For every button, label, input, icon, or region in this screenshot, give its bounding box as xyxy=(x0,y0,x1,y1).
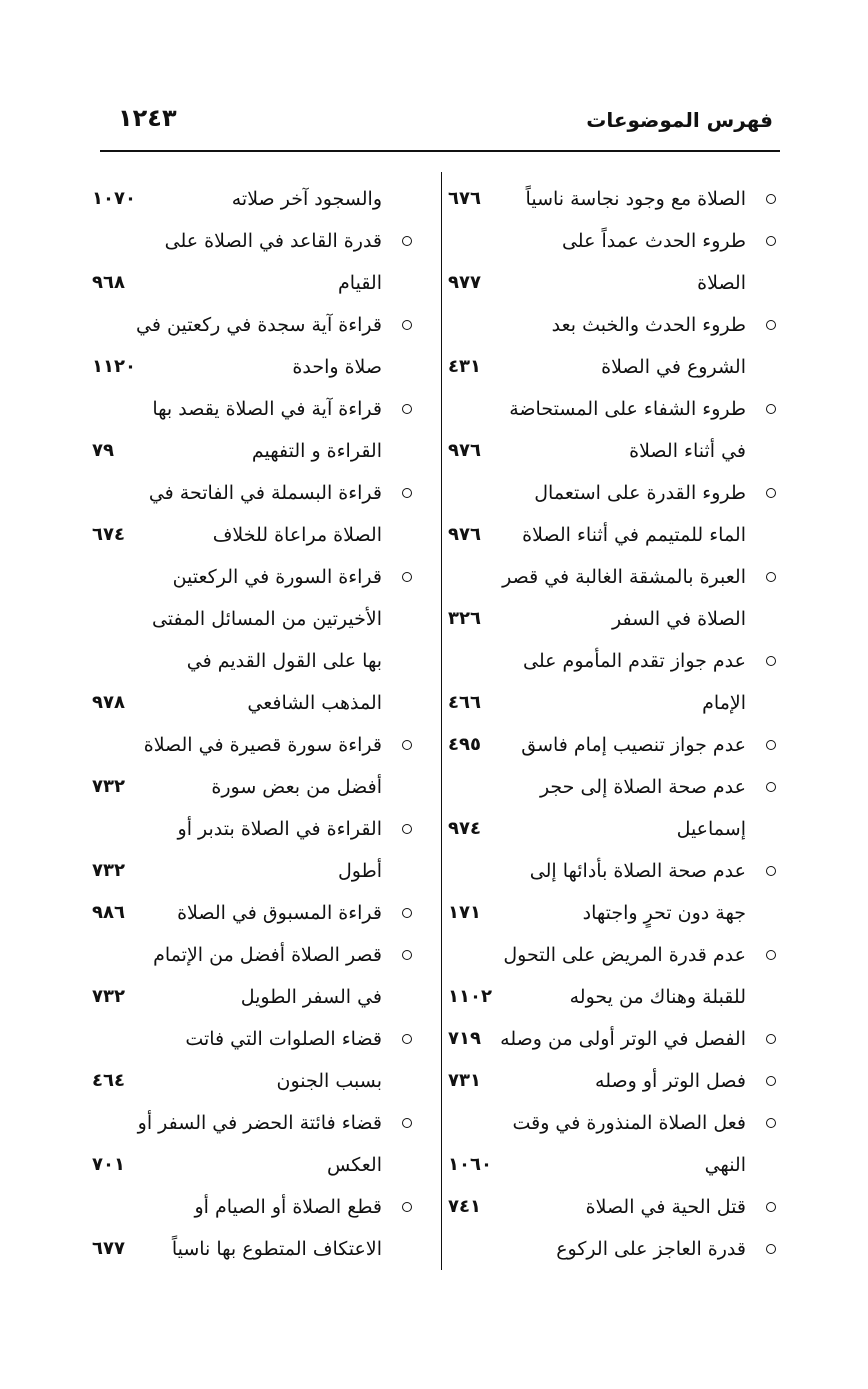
bullet-circle-icon xyxy=(766,488,776,498)
entry-text: الشروع في الصلاة xyxy=(601,356,746,378)
bullet-circle-icon xyxy=(766,950,776,960)
index-entry xyxy=(440,640,776,724)
entry-page-number: ٧٣٢ xyxy=(92,860,125,881)
entry-line xyxy=(440,892,776,934)
entry-text: الفصل في الوتر أولى من وصله xyxy=(500,1028,746,1050)
entry-text: قراءة السورة في الركعتين xyxy=(172,566,382,588)
entry-page-number: ٦٧٦ xyxy=(448,188,481,209)
index-entry xyxy=(92,556,412,724)
entry-line xyxy=(440,346,776,388)
entry-text: في أثناء الصلاة xyxy=(629,440,746,462)
index-entry xyxy=(440,934,776,1018)
entry-text: عدم جواز تنصيب إمام فاسق xyxy=(521,734,746,756)
entry-page-number: ٩٧٧ xyxy=(448,272,481,293)
entry-text: قراءة سورة قصيرة في الصلاة xyxy=(143,734,382,756)
index-entry xyxy=(440,472,776,556)
bullet-circle-icon xyxy=(402,824,412,834)
index-entry xyxy=(440,1186,776,1228)
entry-page-number: ٧٣٢ xyxy=(92,986,125,1007)
index-entry xyxy=(440,220,776,304)
entry-line xyxy=(92,262,412,304)
entry-text: الاعتكاف المتطوع بها ناسياً xyxy=(171,1238,382,1260)
entry-page-number: ٩٦٨ xyxy=(92,272,125,293)
index-entry xyxy=(92,304,412,388)
entry-text: صلاة واحدة xyxy=(292,356,382,378)
entry-text: قراءة آية سجدة في ركعتين في xyxy=(136,314,382,336)
bullet-circle-icon xyxy=(402,1034,412,1044)
index-entry xyxy=(440,724,776,766)
entry-page-number: ١٠٦٠ xyxy=(448,1154,492,1175)
bullet-circle-icon xyxy=(766,572,776,582)
entry-line xyxy=(92,808,412,850)
index-entry xyxy=(440,1102,776,1186)
index-entry xyxy=(92,934,412,1018)
entry-line xyxy=(92,1060,412,1102)
index-entry xyxy=(92,1102,412,1186)
entry-line xyxy=(440,1102,776,1144)
entry-line xyxy=(440,976,776,1018)
entry-line xyxy=(440,1144,776,1186)
index-entry xyxy=(440,1228,776,1270)
entry-line xyxy=(440,220,776,262)
bullet-circle-icon xyxy=(402,404,412,414)
entry-page-number: ٧١٩ xyxy=(448,1028,481,1049)
entry-line xyxy=(440,472,776,514)
entry-line xyxy=(92,1186,412,1228)
entry-line xyxy=(440,808,776,850)
bullet-circle-icon xyxy=(402,1118,412,1128)
bullet-circle-icon xyxy=(766,1034,776,1044)
bullet-circle-icon xyxy=(766,866,776,876)
entry-text: قتل الحية في الصلاة xyxy=(585,1196,746,1218)
entry-text: المذهب الشافعي xyxy=(247,692,382,714)
entry-text: النهي xyxy=(704,1154,746,1176)
entry-line xyxy=(92,346,412,388)
entry-page-number: ٧٣١ xyxy=(448,1070,481,1091)
entry-text: قراءة المسبوق في الصلاة xyxy=(177,902,382,924)
entry-text: الصلاة مع وجود نجاسة ناسياً xyxy=(525,188,746,210)
index-entry xyxy=(440,178,776,220)
entry-text: قضاء الصلوات التي فاتت xyxy=(185,1028,382,1050)
index-entry xyxy=(92,1186,412,1270)
index-entry xyxy=(92,808,412,892)
entry-line xyxy=(92,1018,412,1060)
entry-text: طروء القدرة على استعمال xyxy=(534,482,746,504)
entry-line xyxy=(92,514,412,556)
entry-page-number: ٩٧٤ xyxy=(448,818,481,839)
entry-line xyxy=(92,766,412,808)
entry-line xyxy=(440,262,776,304)
entry-text: عدم صحة الصلاة بأدائها إلى xyxy=(529,860,746,882)
entry-line xyxy=(92,976,412,1018)
index-entry xyxy=(440,556,776,640)
index-entry xyxy=(92,388,412,472)
entry-text: قضاء فائتة الحضر في السفر أو xyxy=(137,1112,382,1134)
entry-page-number: ١٧١ xyxy=(448,902,481,923)
entry-text: للقبلة وهناك من يحوله xyxy=(569,986,746,1008)
entry-page-number: ٤٩٥ xyxy=(448,734,481,755)
entry-text: عدم قدرة المريض على التحول xyxy=(503,944,746,966)
entry-page-number: ١٠٧٠ xyxy=(92,188,136,209)
entry-page-number: ٩٧٨ xyxy=(92,692,125,713)
index-entry xyxy=(92,178,412,220)
entry-line xyxy=(92,430,412,472)
bullet-circle-icon xyxy=(766,194,776,204)
entry-text: جهة دون تحرٍ واجتهاد xyxy=(582,902,746,924)
entry-text: أطول xyxy=(337,860,382,882)
bullet-circle-icon xyxy=(766,740,776,750)
entry-page-number: ٤٦٦ xyxy=(448,692,481,713)
entry-line xyxy=(440,388,776,430)
header-rule xyxy=(100,150,780,152)
bullet-circle-icon xyxy=(402,950,412,960)
entry-page-number: ٦٧٧ xyxy=(92,1238,125,1259)
entry-text: أفضل من بعض سورة xyxy=(211,776,382,798)
index-entry xyxy=(92,724,412,808)
bullet-circle-icon xyxy=(766,1076,776,1086)
entry-text: قدرة العاجز على الركوع xyxy=(556,1238,746,1260)
entry-page-number: ٦٧٤ xyxy=(92,524,125,545)
entry-line xyxy=(92,178,412,220)
bullet-circle-icon xyxy=(402,740,412,750)
entry-line xyxy=(92,1102,412,1144)
index-entry xyxy=(440,766,776,850)
index-entry xyxy=(440,304,776,388)
entry-line xyxy=(440,1018,776,1060)
entry-line xyxy=(440,1228,776,1270)
entry-line xyxy=(92,640,412,682)
entry-line xyxy=(440,1186,776,1228)
entry-page-number: ٧٤١ xyxy=(448,1196,481,1217)
entry-line xyxy=(440,430,776,472)
entry-page-number: ٩٨٦ xyxy=(92,902,125,923)
entry-text: القيام xyxy=(338,272,382,294)
entry-line xyxy=(92,220,412,262)
entry-text: قطع الصلاة أو الصيام أو xyxy=(194,1196,382,1218)
entry-text: طروء الحدث عمداً على xyxy=(561,230,746,252)
entry-line xyxy=(440,934,776,976)
entry-line xyxy=(92,682,412,724)
entry-text: إسماعيل xyxy=(676,818,746,840)
entry-page-number: ٧٩ xyxy=(92,440,114,461)
index-entry xyxy=(92,472,412,556)
index-entry xyxy=(92,1018,412,1102)
bullet-circle-icon xyxy=(766,320,776,330)
entry-line xyxy=(440,640,776,682)
bullet-circle-icon xyxy=(766,236,776,246)
entry-text: طروء الحدث والخبث بعد xyxy=(551,314,746,336)
entry-line xyxy=(440,304,776,346)
entry-line xyxy=(92,556,412,598)
entry-line xyxy=(440,598,776,640)
entry-page-number: ٩٧٦ xyxy=(448,524,481,545)
entry-text: الصلاة xyxy=(697,272,746,294)
entry-text: فعل الصلاة المنذورة في وقت xyxy=(512,1112,746,1134)
bullet-circle-icon xyxy=(766,782,776,792)
entry-text: قصر الصلاة أفضل من الإتمام xyxy=(153,944,382,966)
entry-page-number: ٧٠١ xyxy=(92,1154,125,1175)
entry-page-number: ٤٦٤ xyxy=(92,1070,125,1091)
entry-text: والسجود آخر صلاته xyxy=(231,188,382,210)
index-entry xyxy=(440,850,776,934)
entry-text: فصل الوتر أو وصله xyxy=(595,1070,746,1092)
entry-text: في السفر الطويل xyxy=(240,986,382,1008)
entry-page-number: ٧٣٢ xyxy=(92,776,125,797)
entry-line xyxy=(440,178,776,220)
entry-line xyxy=(92,892,412,934)
index-entry xyxy=(92,220,412,304)
index-entry xyxy=(92,892,412,934)
entry-text: قراءة البسملة في الفاتحة في xyxy=(148,482,382,504)
entry-text: عدم جواز تقدم المأموم على xyxy=(523,650,746,672)
entry-text: الصلاة في السفر xyxy=(612,608,746,630)
bullet-circle-icon xyxy=(402,488,412,498)
entry-text: القراءة و التفهيم xyxy=(251,440,382,462)
entry-line xyxy=(92,934,412,976)
bullet-circle-icon xyxy=(766,1244,776,1254)
entry-text: بسبب الجنون xyxy=(276,1070,382,1092)
running-header-title: فهرس الموضوعات xyxy=(586,108,773,132)
bullet-circle-icon xyxy=(402,236,412,246)
entry-text: القراءة في الصلاة بتدبر أو xyxy=(177,818,382,840)
entry-line xyxy=(440,556,776,598)
entry-line xyxy=(440,514,776,556)
bullet-circle-icon xyxy=(402,908,412,918)
entry-page-number: ٤٣١ xyxy=(448,356,481,377)
index-column-left xyxy=(92,178,412,1270)
entry-page-number: ٩٧٦ xyxy=(448,440,481,461)
entry-text: الصلاة مراعاة للخلاف xyxy=(212,524,382,546)
entry-text: الأخيرتين من المسائل المفتى xyxy=(151,608,382,630)
bullet-circle-icon xyxy=(766,404,776,414)
entry-text: بها على القول القديم في xyxy=(186,650,382,672)
bullet-circle-icon xyxy=(402,572,412,582)
entry-line xyxy=(92,472,412,514)
entry-line xyxy=(440,766,776,808)
bullet-circle-icon xyxy=(766,1118,776,1128)
entry-line xyxy=(92,388,412,430)
entry-text: قراءة آية في الصلاة يقصد بها xyxy=(152,398,382,420)
bullet-circle-icon xyxy=(766,656,776,666)
entry-page-number: ١١٠٢ xyxy=(448,986,492,1007)
entry-line xyxy=(92,1228,412,1270)
index-entry xyxy=(440,1018,776,1060)
entry-line xyxy=(440,682,776,724)
entry-text: العبرة بالمشقة الغالبة في قصر xyxy=(502,566,746,588)
entry-line xyxy=(92,598,412,640)
entry-page-number: ٣٢٦ xyxy=(448,608,481,629)
entry-line xyxy=(440,850,776,892)
page-number: ١٢٤٣ xyxy=(118,104,177,132)
entry-line xyxy=(440,1060,776,1102)
entry-line xyxy=(92,1144,412,1186)
entry-text: قدرة القاعد في الصلاة على xyxy=(164,230,382,252)
index-column-right xyxy=(440,178,776,1270)
entry-text: طروء الشفاء على المستحاضة xyxy=(509,398,746,420)
entry-line xyxy=(92,724,412,766)
bullet-circle-icon xyxy=(402,320,412,330)
entry-line xyxy=(440,724,776,766)
entry-page-number: ١١٢٠ xyxy=(92,356,136,377)
index-entry xyxy=(440,388,776,472)
entry-text: العكس xyxy=(327,1154,382,1176)
entry-text: الماء للمتيمم في أثناء الصلاة xyxy=(522,524,746,546)
entry-text: الإمام xyxy=(702,692,746,714)
bullet-circle-icon xyxy=(766,1202,776,1212)
index-entry xyxy=(440,1060,776,1102)
entry-line xyxy=(92,304,412,346)
entry-text: عدم صحة الصلاة إلى حجر xyxy=(539,776,746,798)
bullet-circle-icon xyxy=(402,1202,412,1212)
entry-line xyxy=(92,850,412,892)
